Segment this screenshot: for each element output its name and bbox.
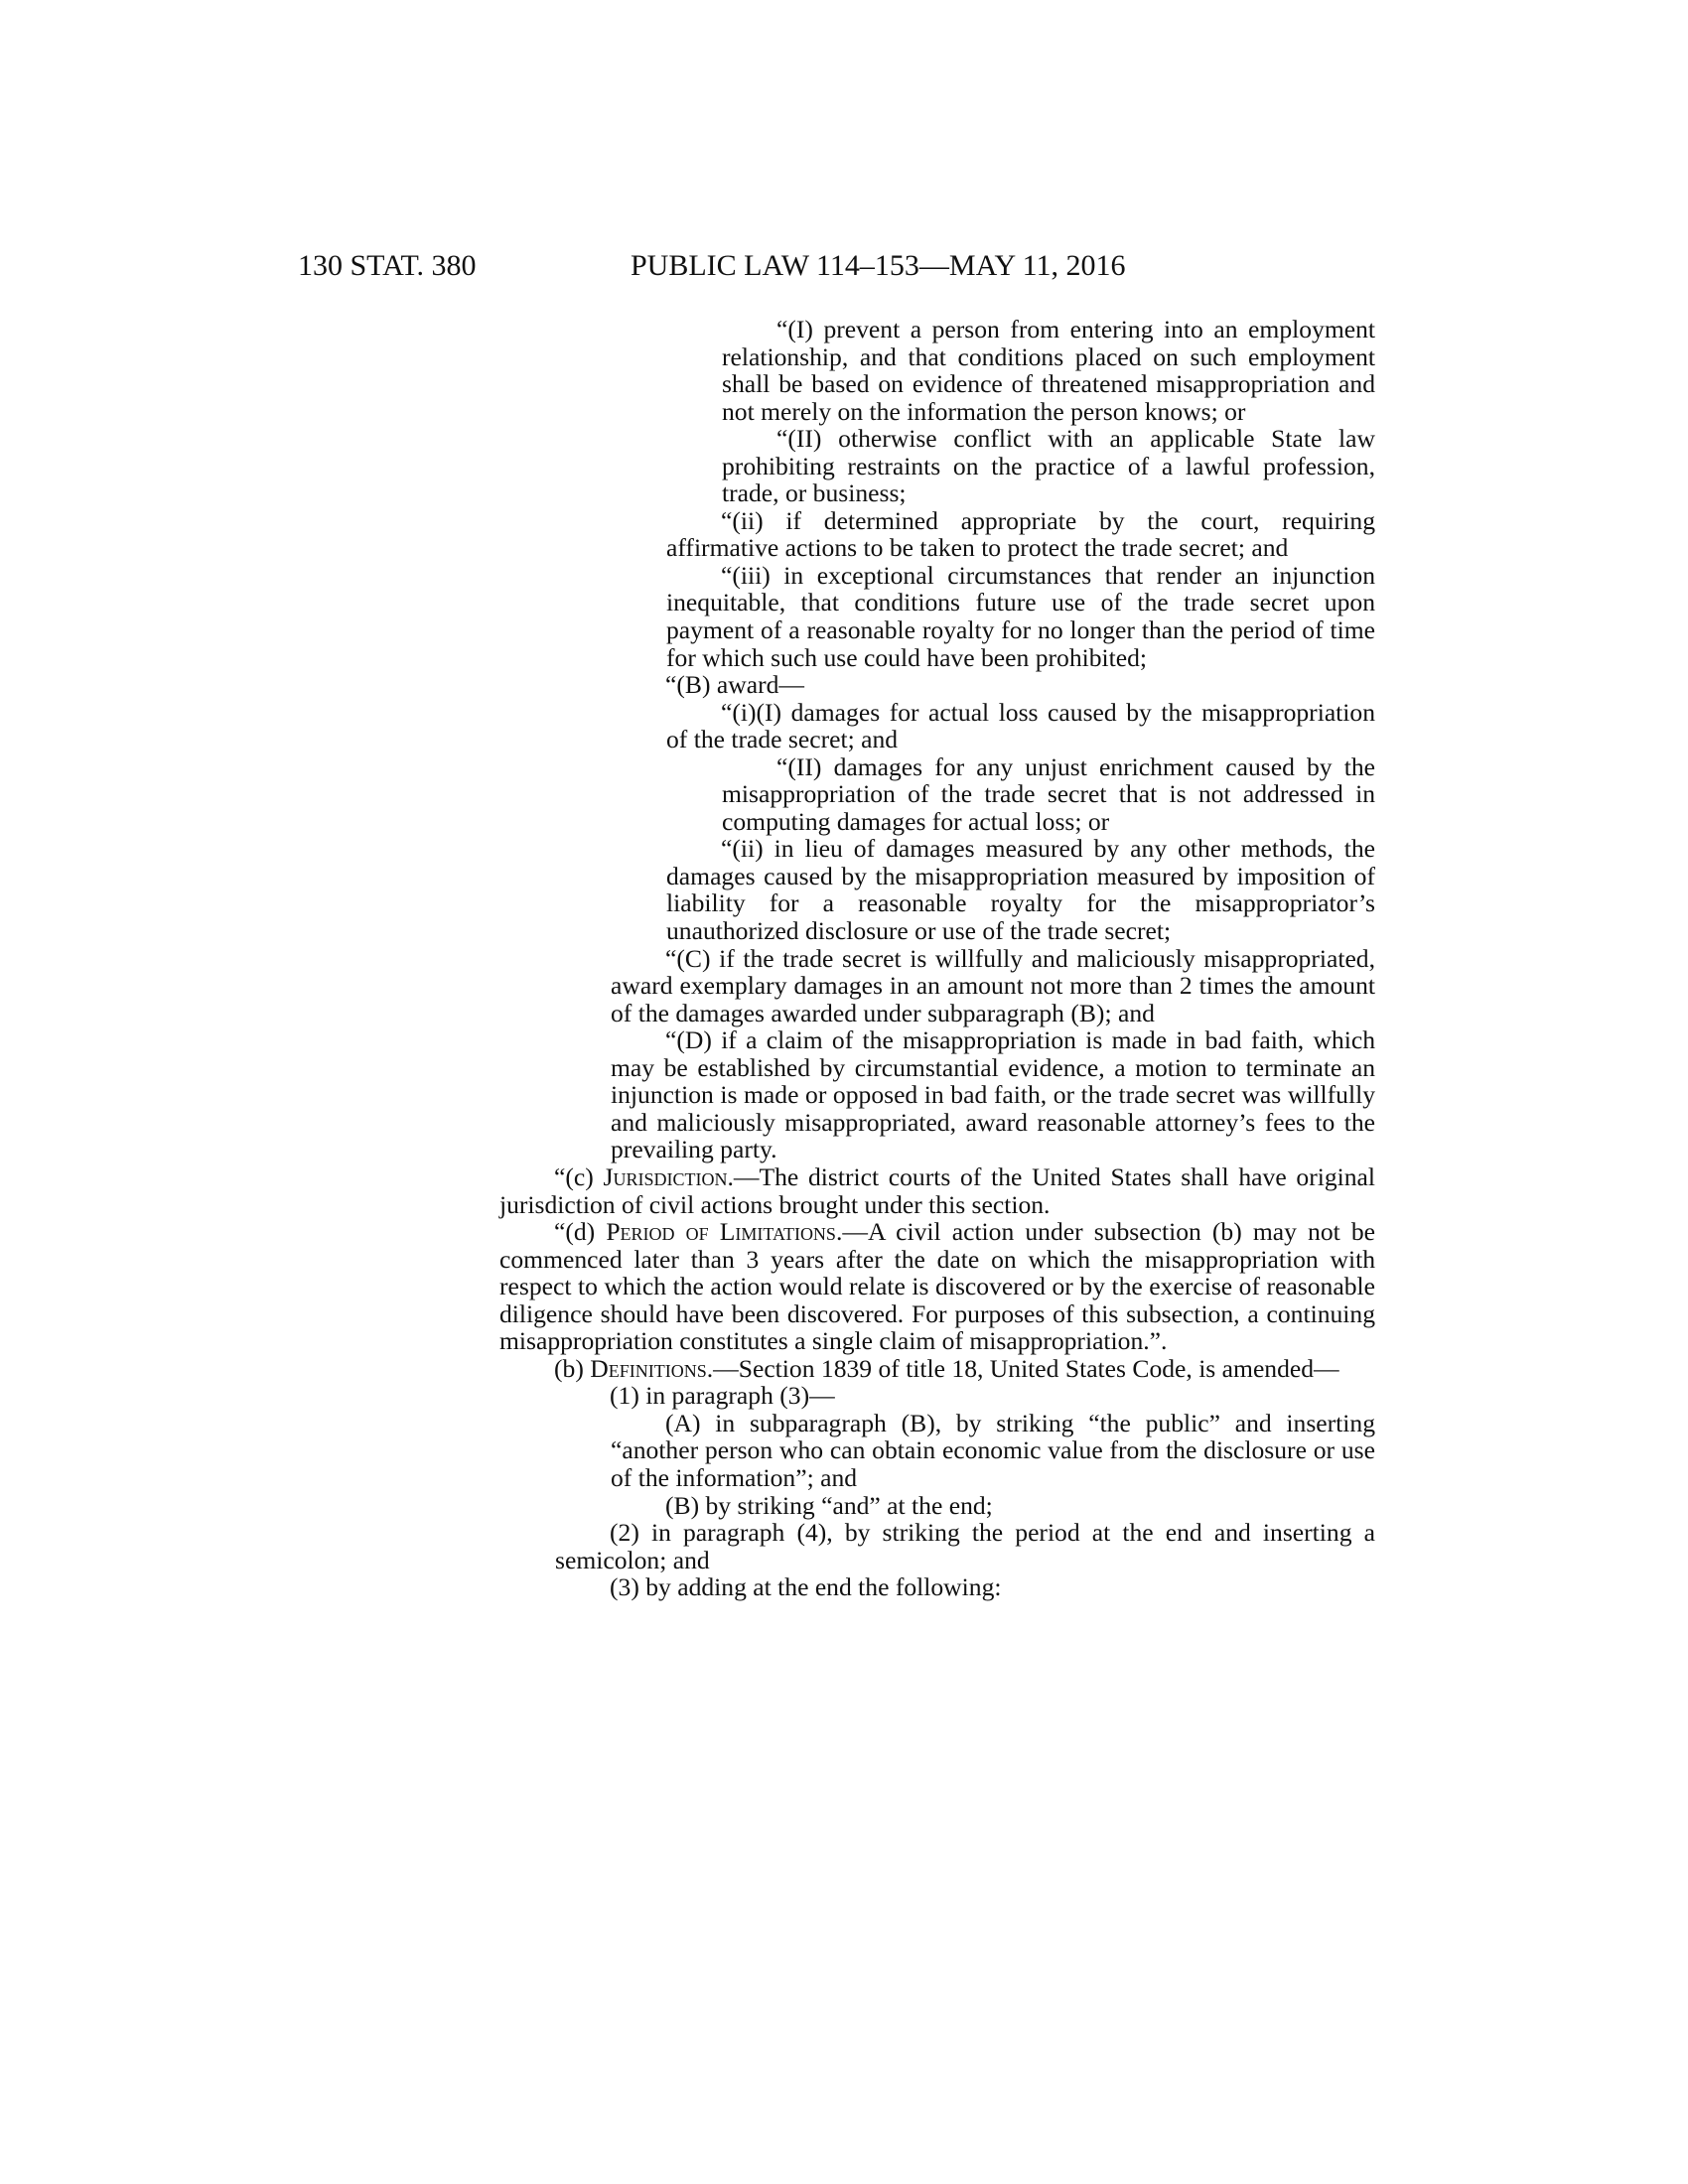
clause-ii-affirmative-actions: “(ii) if determined appropriate by the court, requiring affirmative actions to be taken to protect the trade secret; and — [666, 505, 1375, 563]
clause-ii-in-lieu-of-damages: “(ii) in lieu of damages measured by any other methods, the damages caused by the misappropriation measured by imposition of liability for a reasonable royalty for the misappropriator’s unauthorized disclosure or use of the trade secret; — [666, 834, 1375, 946]
clause-i-I-actual-loss: “(i)(I) damages for actual loss caused by the misappropriation of the trade secret; and — [666, 697, 1375, 754]
clause-I-prevent-employment: “(I) prevent a person from entering into an employment relationship, and that conditions placed on such employment shall be based on evidence of threatened misappropriation and not merely on the information the person knows; or — [722, 315, 1375, 426]
subparagraph-B-award: “(B) award— — [665, 670, 804, 700]
public-law-title: PUBLIC LAW 114–153—MAY 11, 2016 — [631, 249, 1126, 282]
paragraph-1-in-paragraph-3: (1) in paragraph (3)— — [610, 1381, 835, 1411]
page-header — [298, 246, 1291, 286]
subsection-d-heading: Period of Limitations — [606, 1217, 836, 1247]
paragraph-3-adding-following: (3) by adding at the end the following: — [610, 1572, 1002, 1602]
subsection-d-prefix: “(d) — [554, 1217, 607, 1247]
clause-II-state-law-conflict: “(II) otherwise conflict with an applicable State law prohibiting restraints on the practice of a lawful profession, trade, or business; — [722, 424, 1375, 508]
subsection-b-definitions — [499, 1355, 1375, 1383]
subsection-d-text: .—A civil action under subsection (b) may not be commenced later than 3 years after the date on which the misappropriation with respect to which the action would relate is discovered or by the exercise of reasonable diligence should have been discovered. For purposes of this subsection, a continuing misappropriation constitutes a single claim of misappropriation.”. — [499, 1217, 1375, 1356]
clause-II-unjust-enrichment: “(II) damages for any unjust enrichment caused by the misappropriation of the trade secret that is not addressed in computing damages for actual loss; or — [722, 751, 1375, 836]
subsection-c-heading: Jurisdiction — [603, 1161, 728, 1191]
subsection-b-prefix: (b) — [554, 1353, 591, 1383]
paragraph-2-in-paragraph-4: (2) in paragraph (4), by striking the period at the end and inserting a semicolon; and — [555, 1518, 1375, 1574]
clause-iii-reasonable-royalty: “(iii) in exceptional circumstances that render an injunction inequitable, that conditions future use of the trade secret upon payment of a reasonable royalty for no longer than the period of time for which such use could have been prohibited; — [666, 560, 1375, 672]
subparagraph-A-striking-the-public: (A) in subparagraph (B), by striking “the public” and inserting “another person who can obtain economic value from the disclosure or use of the information”; and — [611, 1408, 1375, 1492]
subsection-d-period-of-limitations — [499, 1218, 1375, 1355]
stat-citation: 130 STAT. 380 — [298, 249, 477, 282]
subsection-c-jurisdiction — [499, 1163, 1375, 1218]
subsection-b-text: .—Section 1839 of title 18, United States Code, is amended— — [706, 1353, 1339, 1383]
subsection-c-text: .—The district courts of the United States shall have original jurisdiction of civil actions brought under this section. — [499, 1161, 1376, 1219]
subsection-c-prefix: “(c) — [554, 1161, 604, 1191]
document-body — [499, 316, 1375, 1601]
subparagraph-D-attorneys-fees: “(D) if a claim of the misappropriation is made in bad faith, which may be established by circumstantial evidence, a motion to terminate an injunction is made or opposed in bad faith, or the trade secret was willfully and maliciously misappropriated, award reasonable attorney’s fees to the prevailing party. — [611, 1025, 1375, 1164]
subparagraph-B-striking-and: (B) by striking “and” at the end; — [665, 1490, 993, 1520]
subparagraph-C-exemplary-damages: “(C) if the trade secret is willfully and maliciously misappropriated, award exemplary damages in an amount not more than 2 times the amount of the damages awarded under subparagraph (B); and — [611, 943, 1375, 1027]
subsection-b-heading: Definitions — [590, 1353, 707, 1383]
